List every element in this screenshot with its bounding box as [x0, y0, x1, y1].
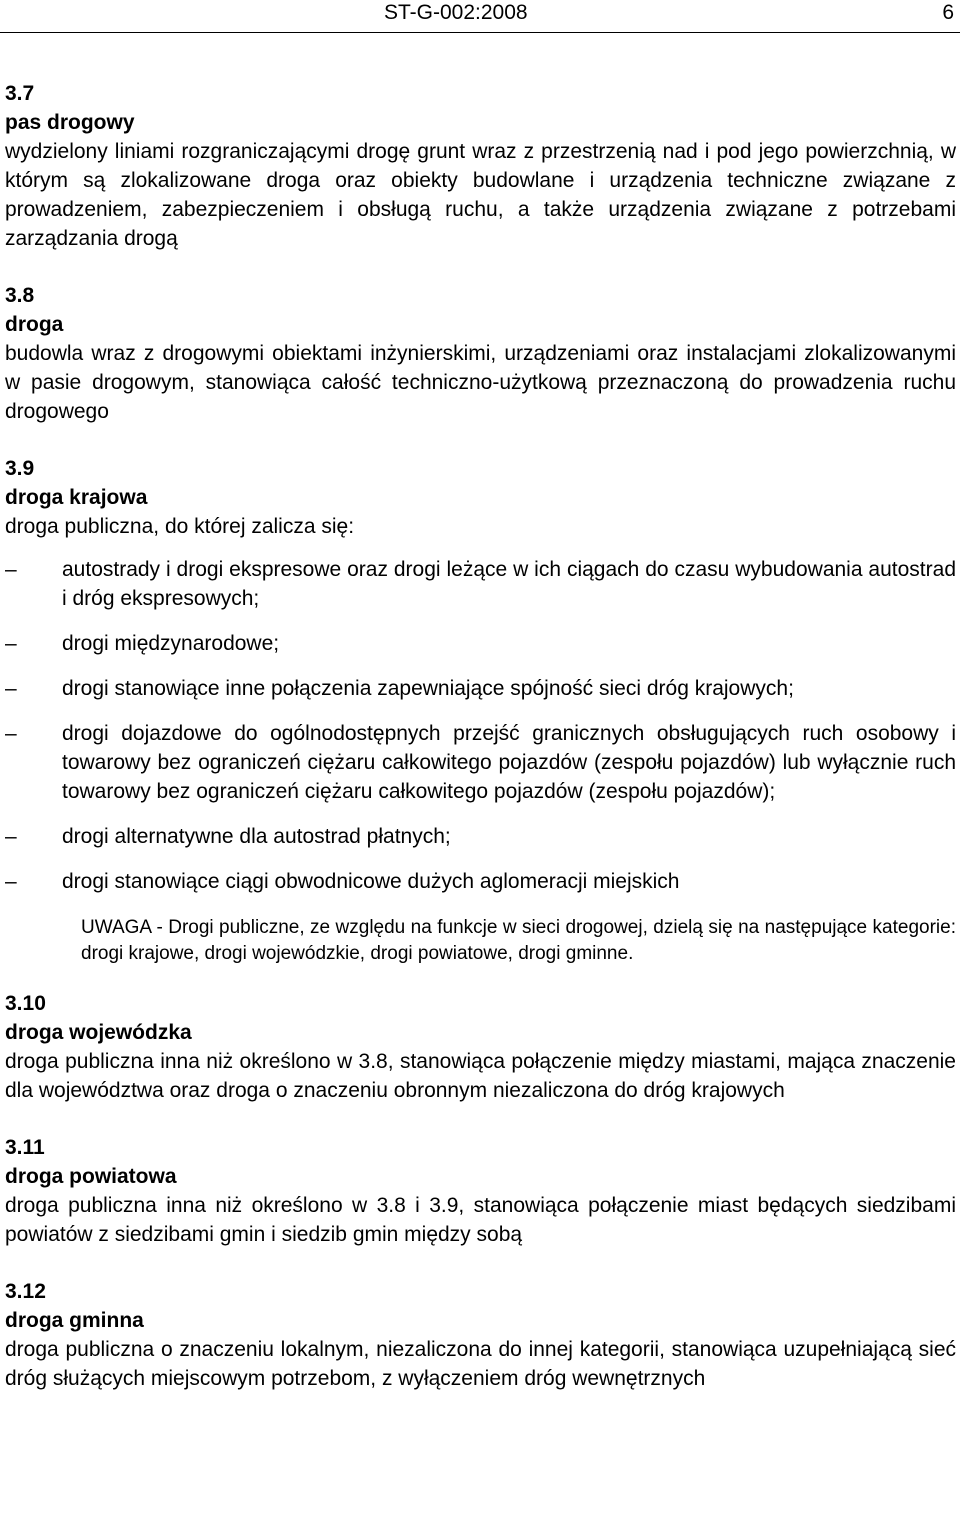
section-3-9	[5, 454, 956, 967]
dash-bullet-icon: –	[5, 632, 17, 655]
section-definition: droga publiczna inna niż określono w 3.8 i 3.9, stanowiąca połączenie miast będących siedzibami powiatów z siedzibami gmin i siedzib gmin między sobą	[5, 1194, 956, 1246]
section-3-11	[5, 1133, 956, 1249]
page-number: 6	[942, 1, 954, 24]
section-3-12	[5, 1277, 956, 1393]
road-category-list	[5, 555, 956, 896]
list-item	[5, 719, 956, 806]
section-term: pas drogowy	[5, 111, 135, 134]
list-item	[5, 674, 956, 703]
dash-bullet-icon: –	[5, 722, 17, 745]
dash-bullet-icon: –	[5, 870, 17, 893]
list-item-text: drogi dojazdowe do ogólnodostępnych przejść granicznych obsługujących ruch osobowy i towarowy bez ograniczeń ciężaru całkowitego pojazdów (zespołu pojazdów) lub wyłącznie ruch towarowy bez ograniczeń ciężaru całkowitego pojazdów (zespołu pojazdów);	[62, 722, 956, 803]
section-term: droga powiatowa	[5, 1165, 177, 1188]
document-body	[5, 79, 956, 1393]
section-number: 3.12	[5, 1280, 46, 1303]
section-definition: budowla wraz z drogowymi obiektami inżynierskimi, urządzeniami oraz instalacjami zlokalizowanymi w pasie drogowym, stanowiąca całość techniczno-użytkową przeznaczoną do prowadzenia ruchu drogowego	[5, 342, 956, 423]
list-item	[5, 555, 956, 613]
section-number: 3.7	[5, 82, 35, 105]
section-definition: wydzielony liniami rozgraniczającymi drogę grunt wraz z przestrzenią nad i pod jego powierzchnią, w którym są zlokalizowane droga oraz obiekty budowlane i urządzenia techniczne związane z prowadzeniem, zabezpieczeniem i obsługą ruchu, a także urządzenia związane z potrzebami zarządzania drogą	[5, 140, 956, 250]
section-3-7	[5, 79, 956, 253]
list-item-text: drogi międzynarodowe;	[62, 632, 280, 655]
page-header	[0, 0, 960, 33]
list-item	[5, 822, 956, 851]
dash-bullet-icon: –	[5, 677, 17, 700]
note-uwaga: UWAGA - Drogi publiczne, ze względu na funkcje w sieci drogowej, dzielą się na następujące kategorie: drogi krajowe, drogi wojewódzkie, drogi powiatowe, drogi gminne.	[81, 917, 956, 964]
list-item-text: drogi stanowiące ciągi obwodnicowe dużych aglomeracji miejskich	[62, 870, 680, 893]
section-term: droga krajowa	[5, 486, 148, 509]
document-id: ST-G-002:2008	[384, 1, 528, 24]
list-item	[5, 629, 956, 658]
section-definition: droga publiczna inna niż określono w 3.8, stanowiąca połączenie między miastami, mająca znaczenie dla województwa oraz droga o znaczeniu obronnym niezaliczona do dróg krajowych	[5, 1050, 956, 1102]
section-term: droga wojewódzka	[5, 1021, 192, 1044]
list-item-text: drogi alternatywne dla autostrad płatnych;	[62, 825, 451, 848]
section-term: droga	[5, 313, 64, 336]
section-number: 3.8	[5, 284, 35, 307]
section-3-8	[5, 281, 956, 426]
section-term: droga gminna	[5, 1309, 144, 1332]
list-item-text: autostrady i drogi ekspresowe oraz drogi leżące w ich ciągach do czasu wybudowania autostrad i dróg ekspresowych;	[62, 558, 956, 610]
section-number: 3.9	[5, 457, 35, 480]
section-definition: droga publiczna o znaczeniu lokalnym, niezaliczona do innej kategorii, stanowiąca uzupełniającą sieć dróg służących miejscowym potrzebom, z wyłączeniem dróg wewnętrznych	[5, 1338, 956, 1390]
list-item	[5, 867, 956, 896]
section-3-10	[5, 989, 956, 1105]
list-item-text: drogi stanowiące inne połączenia zapewniające spójność sieci dróg krajowych;	[62, 677, 794, 700]
section-number: 3.10	[5, 992, 46, 1015]
dash-bullet-icon: –	[5, 825, 17, 848]
dash-bullet-icon: –	[5, 558, 17, 581]
section-number: 3.11	[5, 1136, 45, 1159]
section-definition: droga publiczna, do której zalicza się:	[5, 515, 355, 538]
